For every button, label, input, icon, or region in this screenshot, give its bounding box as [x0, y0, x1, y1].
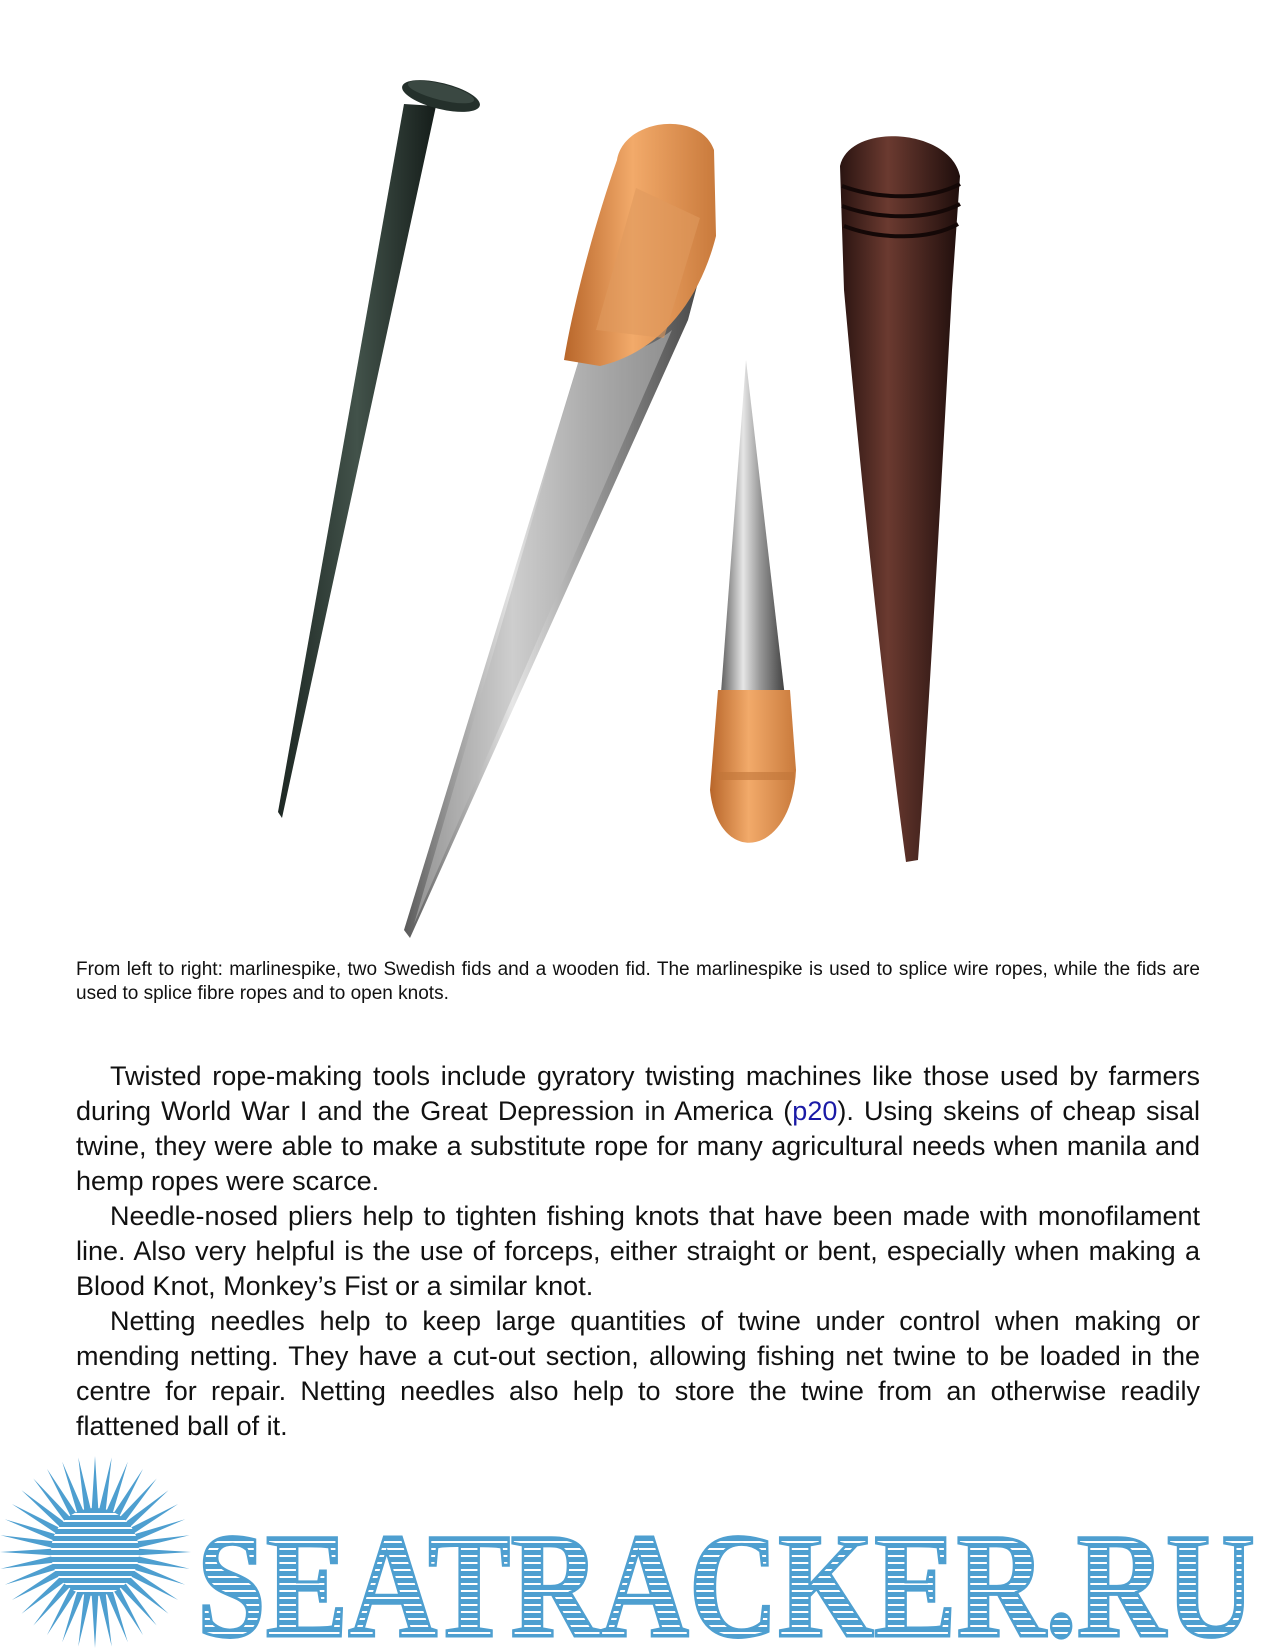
photo-caption: From left to right: marlinespike, two Swedish fids and a wooden fid. The marlinespike is used to splice wire ropes, while the fids are used to splice fibre ropes and to open knots.	[76, 959, 1200, 1004]
sun-disc	[51, 1508, 139, 1596]
sun-icon	[0, 1456, 191, 1648]
paragraph-text: Twisted rope-making tools include gyratory twisting machines like those used by farmers during World War I and the Great Depression in America (	[76, 1061, 1200, 1126]
wooden-fid	[840, 136, 960, 862]
paragraph	[76, 1059, 1200, 1199]
paragraph-text: ). Using skeins of cheap sisal twine, they were able to make a substitute rope for many agricultural needs when manila and hemp ropes were scarce.	[76, 1096, 1201, 1196]
swedish-fid-large	[404, 124, 716, 938]
watermark-banner	[0, 1452, 1275, 1650]
page-reference-link[interactable]: p20	[792, 1096, 838, 1126]
body-text	[76, 1059, 1200, 1444]
paragraph: Netting needles help to keep large quantities of twine under control when making or mending netting. They have a cut-out section, allowing fishing net twine to be loaded in the centre for repair. Netting needles also help to store the twine from an otherwise readily flattened ball of it.	[76, 1306, 1200, 1441]
marlinespike	[278, 74, 483, 818]
paragraph: Needle-nosed pliers help to tighten fishing knots that have been made with monofilament line. Also very helpful is the use of forceps, either straight or bent, especially when making a Blood Knot, Monkey’s Fist or a similar knot.	[76, 1201, 1200, 1301]
swedish-fid-small	[710, 360, 796, 843]
watermark-text: SEATRACKER.RU	[197, 1503, 1255, 1650]
